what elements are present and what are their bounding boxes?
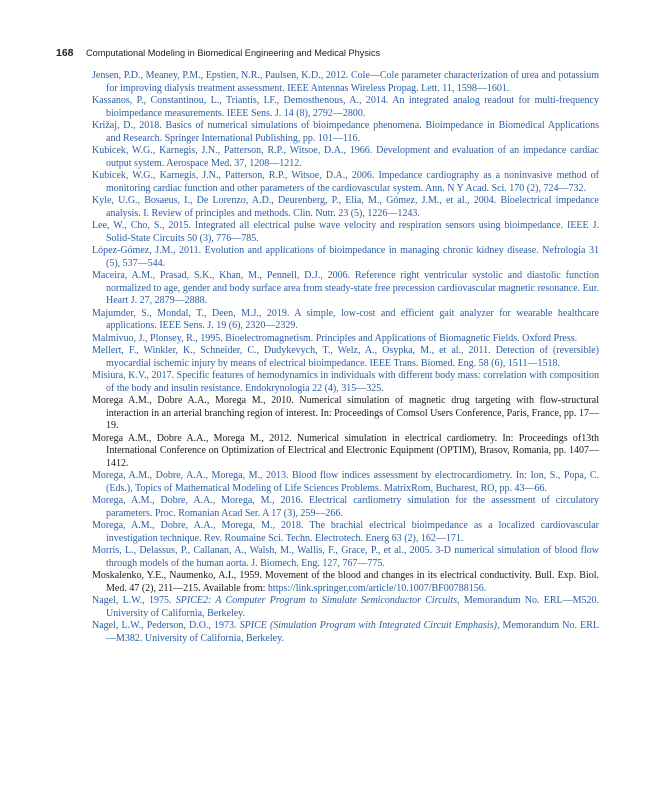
- reference-text: Morega, A.M., Dobre, A.A., Morega, M., 2013. Blood flow indices assessment by electrocardiometry. In: Ion, S., Popa, C. (Eds.), Topics of Mathematical Modeling of Life Sciences Problems. MatrixRom, Bucharest, RO, pp. 43—66.: [92, 470, 599, 494]
- running-title: Computational Modeling in Biomedical Engineering and Medical Physics: [85, 48, 381, 58]
- reference-item[interactable]: [92, 95, 599, 120]
- reference-text: Nagel, L.W., Pederson, D.O., 1973.: [92, 620, 237, 631]
- reference-text: Malmivuo, J., Plonsey, R., 1995. Bioelectromagnetism. Principles and Applications of Biomagnetic Fields. Oxford Press.: [92, 332, 578, 344]
- running-header: [56, 43, 616, 57]
- reference-item[interactable]: [92, 370, 599, 395]
- reference-item[interactable]: [92, 308, 599, 333]
- reference-text: Lee, W., Cho, S., 2015. Integrated all electrical pulse wave velocity and respiration sensors using bioimpedance. IEEE J. Solid-State Circuits 50 (3), 776—785.: [92, 220, 599, 244]
- reference-text: Kubicek, W.G., Karnegis, J.N., Patterson, R.P., Witsoe, D.A., 2006. Impedance cardiography as a noninvasive method of monitoring cardiac function and other parameters of the cardiovascular system. Ann. N Y Acad. Sci. 170 (2), 724—732.: [92, 170, 599, 194]
- reference-text: Kyle, U.G., Bosaeus, I., De Lorenzo, A.D., Deurenberg, P., Elia, M., Gómez, J.M., et al., 2004. Bioelectrical impedance analysis. I. Review of principles and methods. Clin. Nutr. 23 (5), 1226—1243.: [92, 195, 599, 219]
- reference-text: , Memorandum No. ERL—M520. University of California, Berkeley.: [106, 595, 599, 619]
- reference-item[interactable]: [92, 245, 599, 270]
- reference-text: Križaj, D., 2018. Basics of numerical simulations of bioimpedance phenomena. Bioimpedance in Biomedical Applications and Research. Springer International Publishing, pp. 101—116.: [92, 120, 599, 144]
- reference-item: [92, 570, 599, 595]
- reference-text: López-Gómez, J.M., 2011. Evolution and applications of bioimpedance in managing chronic kidney disease. Nefrologia 31 (5), 537—544.: [92, 245, 599, 269]
- reference-text: , Memorandum No. ERL—M382. University of California, Berkeley.: [106, 620, 600, 644]
- reference-item[interactable]: [92, 620, 599, 645]
- reference-text: Kassanos, P., Constantinou, L., Triantis, I.F., Demosthenous, A., 2014. An integrated analog readout for multi-frequency bioimpedance measurements. IEEE Sens. J. 14 (8), 2792—2800.: [92, 95, 599, 119]
- reference-text: Kubicek, W.G., Karnegis, J.N., Patterson, R.P., Witsoe, D.A., 1966. Development and evaluation of an impedance cardiac output system. Aerospace Med. 37, 1208—1212.: [92, 145, 599, 169]
- reference-text: Morega, A.M., Dobre, A.A., Morega, M., 2018. The brachial electrical bioimpedance as a localized cardiovascular investigation technique. Rev. Roumaine Sci. Techn. Electrotech. Energ 63 (2), 162—171.: [92, 520, 599, 544]
- reference-text: Morega, A.M., Dobre, A.A., Morega, M., 2016. Electrical cardiometry simulation for the assessment of circulatory parameters. Proc. Romanian Acad Ser. A 17 (3), 259—266.: [92, 495, 599, 519]
- reference-text: Majumder, S., Mondal, T., Deen, M.J., 2019. A simple, low-cost and efficient gait analyzer for wearable healthcare applications. IEEE Sens. J. 19 (6), 2320—2329.: [92, 307, 599, 331]
- reference-item[interactable]: [92, 333, 599, 346]
- reference-list: [92, 70, 599, 645]
- reference-url-link[interactable]: https://link.springer.com/article/10.1007/BF00788156.: [267, 582, 487, 594]
- reference-text: Morega A.M., Dobre A.A., Morega M., 2010. Numerical simulation of magnetic drug targeting with flow-structural interaction in an arterial branching region of interest. In: Proceedings of Comsol Users Conference, Paris, France, pp. 17—19.: [92, 395, 599, 431]
- reference-item[interactable]: [92, 145, 599, 170]
- page-number: 168: [56, 47, 74, 59]
- reference-item[interactable]: [92, 220, 599, 245]
- reference-text: Moskalenko, Y.E., Naumenko, A.I., 1959. Movement of the blood and changes in its electrical conductivity. Bull. Exp. Biol. Med. 47 (2), 211—215. Available from:: [92, 570, 599, 594]
- reference-item[interactable]: [92, 345, 599, 370]
- reference-item[interactable]: [92, 495, 599, 520]
- reference-title: SPICE2: A Computer Program to Simulate Semiconductor Circuits: [175, 595, 458, 606]
- reference-title: SPICE (Simulation Program with Integrated Circuit Emphasis): [239, 620, 497, 631]
- reference-item[interactable]: [92, 595, 599, 620]
- reference-item[interactable]: [92, 270, 599, 308]
- reference-text: Misiura, K.V., 2017. Specific features of hemodynamics in individuals with different body mass: correlation with composition of the body and insulin resistance. Endokrynologia 22 (4), 315—325.: [92, 370, 599, 394]
- reference-item: [92, 395, 599, 433]
- reference-item: [92, 433, 599, 471]
- reference-text: Morega A.M., Dobre A.A., Morega M., 2012. Numerical simulation in electrical cardiometry. In: Proceedings of13th International Conference on Optimization of Electrical and Electronic Equipment (OPTIM), Brasov, Romania, pp. 1407—1412.: [92, 432, 599, 469]
- reference-item[interactable]: [92, 120, 599, 145]
- reference-text: Maceira, A.M., Prasad, S.K., Khan, M., Pennell, D.J., 2006. Reference right ventricular systolic and diastolic function normalized to age, gender and body surface area from steady-state free precession cardiovascular magnetic resonance. Eur. Heart J. 27, 2879—2888.: [92, 270, 599, 306]
- reference-item[interactable]: [92, 545, 599, 570]
- reference-text: Mellert, F., Winkler, K., Schneider, C., Dudykevych, T., Welz, A., Osypka, M., et al., 2011. Detection of (reversible) myocardial ischemic injury by means of electrical bioimpedance. IEEE Trans. Biomed. Eng. 58 (6), 1511—1518.: [92, 345, 599, 369]
- reference-text: Morris, L., Delassus, P., Callanan, A., Walsh, M., Wallis, F., Grace, P., et al., 2005. 3-D numerical simulation of blood flow through models of the human aorta. J. Biomech. Eng. 127, 767—775.: [92, 545, 599, 569]
- reference-text: Jensen, P.D., Meaney, P.M., Epstien, N.R., Paulsen, K.D., 2012. Cole—Cole parameter characterization of urea and potassium for improving dialysis treatment assessment. IEEE Antennas Wireless Propag. Lett. 11, 1598—1601.: [92, 70, 599, 94]
- reference-item[interactable]: [92, 470, 599, 495]
- reference-item[interactable]: [92, 520, 599, 545]
- reference-item[interactable]: [92, 170, 599, 195]
- reference-text: Nagel, L.W., 1975.: [92, 595, 172, 606]
- reference-item[interactable]: [92, 195, 599, 220]
- reference-item[interactable]: [92, 70, 599, 95]
